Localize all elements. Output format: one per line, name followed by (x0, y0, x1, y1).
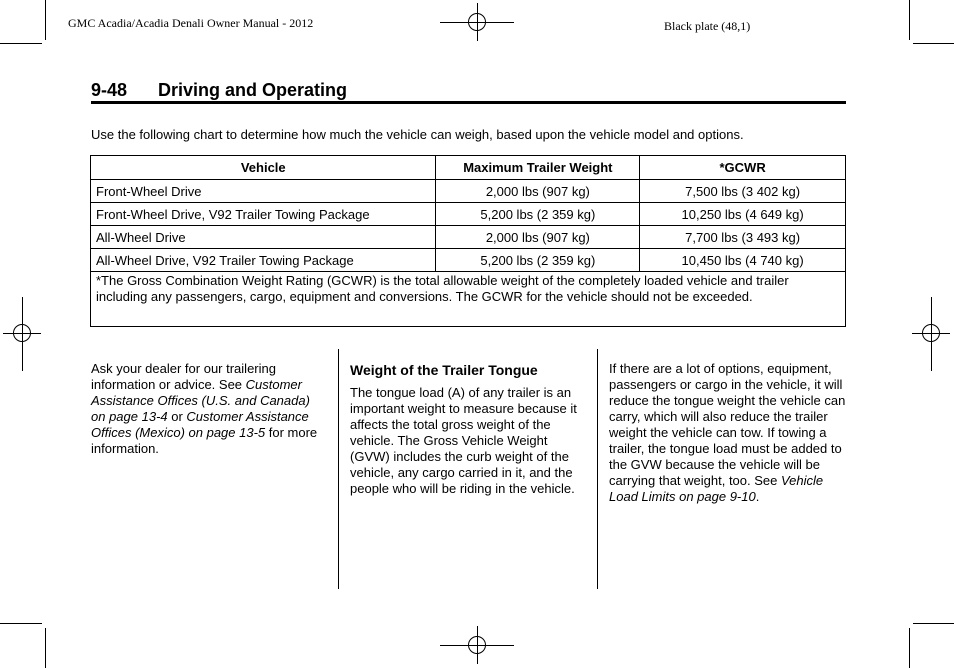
crop-mark (909, 628, 910, 668)
column-divider (597, 349, 598, 589)
table-cell: 10,450 lbs (4 740 kg) (640, 249, 846, 272)
cross-reference-link[interactable]: Customer Assistance Offices (Mexico) on page 13-5 (91, 409, 309, 440)
plate-label: Black plate (48,1) (664, 19, 751, 33)
table-footnote: *The Gross Combination Weight Rating (GCWR) is the total allowable weight of the completely loaded vehicle and trailer including any passengers, cargo, equipment and conversions. The GCWR for the vehicle should not be exceeded. (91, 272, 846, 327)
crop-mark (45, 0, 46, 40)
column-right (609, 361, 849, 505)
table-cell: Front-Wheel Drive, V92 Trailer Towing Package (91, 203, 436, 226)
dealer-paragraph: Ask your dealer for our trailering information or advice. See Customer Assistance Offices (U.S. and Canada) on page 13-4 or Customer Assistance Offices (Mexico) on page 13-5 for more information. (91, 361, 318, 456)
column-divider (338, 349, 339, 589)
intro-text: Use the following chart to determine how much the vehicle can weigh, based upon the vehicle model and options. (91, 127, 744, 142)
section-heading (91, 80, 347, 101)
crop-mark (0, 43, 42, 44)
crop-mark (909, 0, 910, 40)
crop-mark (913, 43, 954, 44)
section-number: 9-48 (91, 80, 128, 100)
table-row (91, 203, 846, 226)
column-middle (350, 361, 586, 497)
table-cell: 7,500 lbs (3 402 kg) (640, 180, 846, 203)
trailer-weight-table (90, 155, 846, 327)
table-cell: 2,000 lbs (907 kg) (436, 226, 640, 249)
tongue-weight-paragraph: The tongue load (A) of any trailer is an important weight to measure because it affects the total gross weight of the vehicle. The Gross Vehicle Weight (GVW) includes the curb weight of the vehicle, any cargo carried in it, and the people who will be riding in the vehicle. (350, 385, 577, 496)
table-header-row (91, 156, 846, 180)
table-row (91, 180, 846, 203)
column-left (91, 361, 326, 457)
section-title: Driving and Operating (158, 80, 348, 100)
manual-title: GMC Acadia/Acadia Denali Owner Manual - 2012 (68, 16, 314, 30)
subsection-heading: Weight of the Trailer Tongue (350, 362, 538, 378)
crop-mark (45, 628, 46, 668)
crop-mark (0, 623, 42, 624)
options-paragraph: If there are a lot of options, equipment, passengers or cargo in the vehicle, it will reduce the tongue weight the vehicle can carry, which will also reduce the trailer weight the vehicle can tow. If towing a trailer, the tongue load must be added to the GVW because the vehicle will be carrying that weight, too. See Vehicle Load Limits on page 9-10. (609, 361, 846, 504)
table-cell: 2,000 lbs (907 kg) (436, 180, 640, 203)
table-cell: 7,700 lbs (3 493 kg) (640, 226, 846, 249)
table-cell: All-Wheel Drive (91, 226, 436, 249)
column-header: *GCWR (640, 156, 846, 180)
section-rule (91, 101, 846, 104)
table-cell: Front-Wheel Drive (91, 180, 436, 203)
column-header: Vehicle (91, 156, 436, 180)
column-header: Maximum Trailer Weight (436, 156, 640, 180)
table-row (91, 249, 846, 272)
table-row (91, 226, 846, 249)
table-cell: 10,250 lbs (4 649 kg) (640, 203, 846, 226)
table-cell: All-Wheel Drive, V92 Trailer Towing Package (91, 249, 436, 272)
cross-reference-link[interactable]: Customer Assistance Offices (U.S. and Canada) on page 13-4 (91, 377, 310, 424)
table-footnote-row (91, 272, 846, 327)
table-cell: 5,200 lbs (2 359 kg) (436, 203, 640, 226)
crop-mark (913, 623, 954, 624)
cross-reference-link[interactable]: Vehicle Load Limits on page 9-10 (609, 473, 824, 504)
table-cell: 5,200 lbs (2 359 kg) (436, 249, 640, 272)
